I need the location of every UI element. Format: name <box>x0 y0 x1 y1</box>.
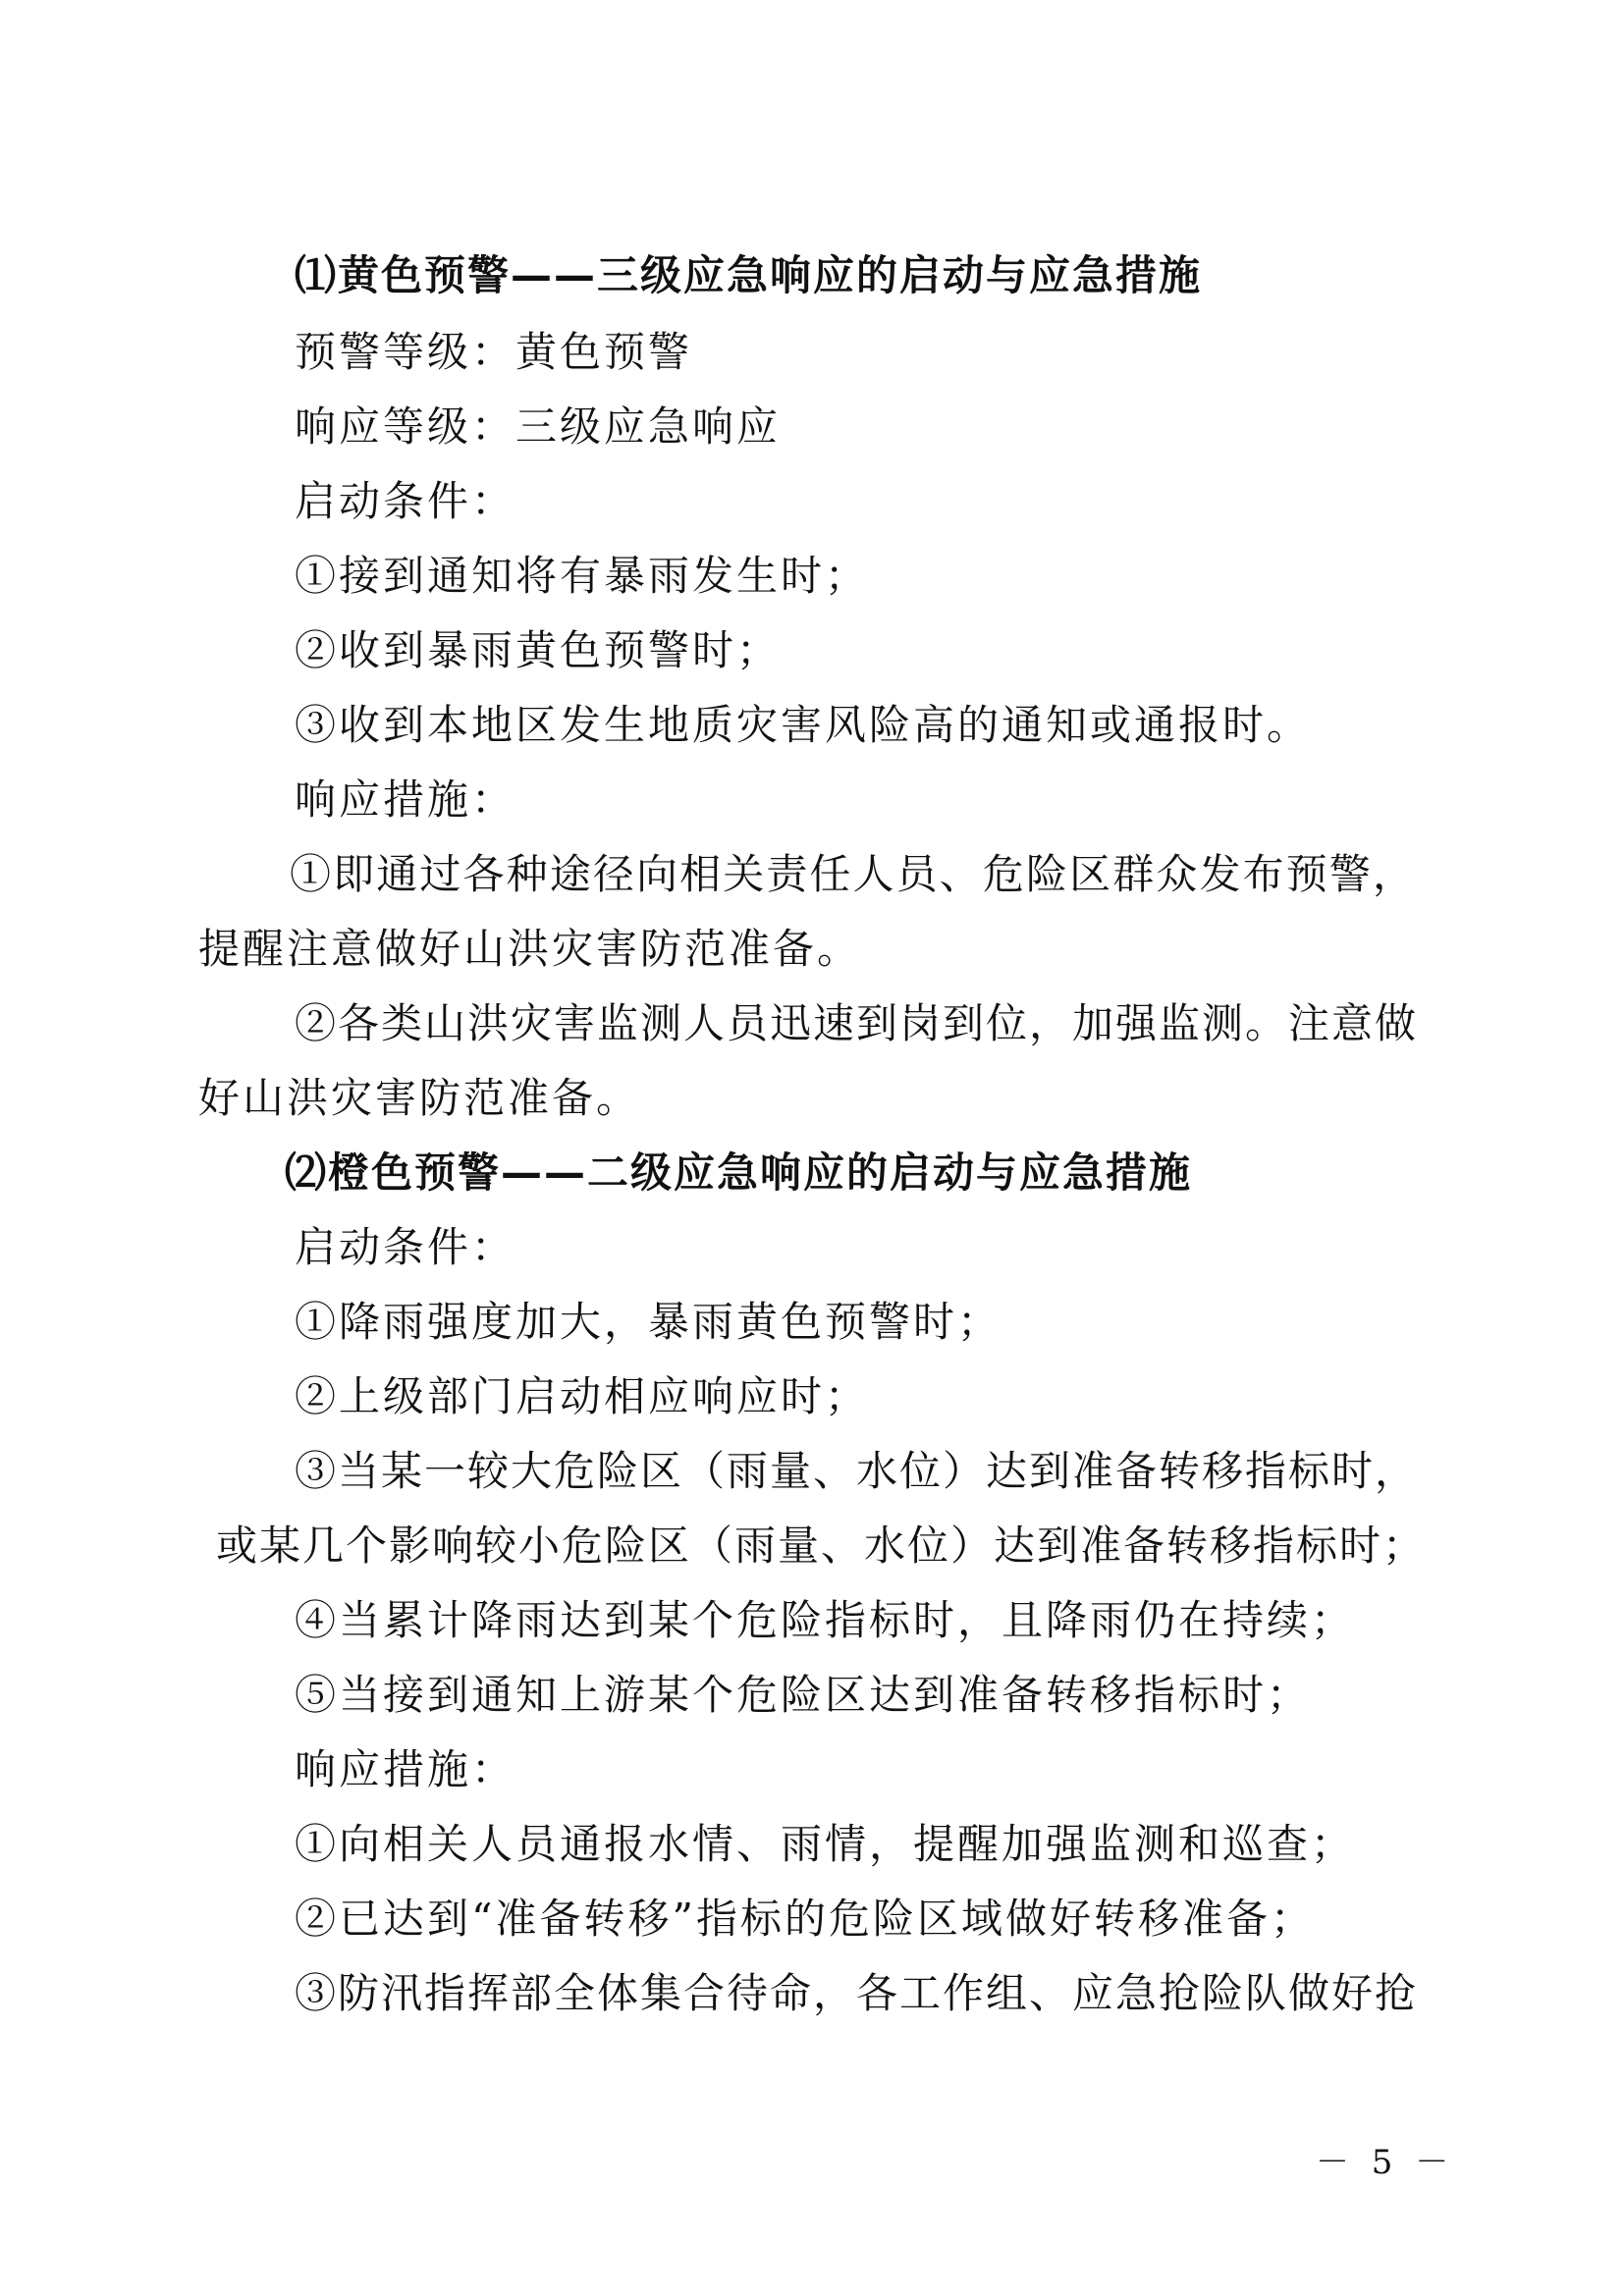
section1-measure-1-line-2: 提醒注意做好山洪灾害防范准备。 <box>198 925 862 973</box>
section1-conditions-label: 启动条件： <box>295 477 516 525</box>
section2-measure-1: ①向相关人员通报水情、雨情，提醒加强监测和巡查； <box>295 1820 1356 1868</box>
section1-condition-1: ①接到通知将有暴雨发生时； <box>295 552 870 600</box>
response-level: 响应等级：三级应急响应 <box>295 402 782 451</box>
section1-condition-2: ②收到暴雨黄色预警时； <box>295 626 782 674</box>
section1-heading: ⑴黄色预警——三级应急响应的启动与应急措施 <box>295 251 1203 299</box>
section2-condition-4: ④当累计降雨达到某个危险指标时，且降雨仍在持续； <box>295 1596 1356 1644</box>
section2-conditions-label: 启动条件： <box>295 1223 516 1271</box>
section2-condition-2: ②上级部门启动相应响应时； <box>295 1372 870 1420</box>
section2-heading: ⑵橙色预警——二级应急响应的启动与应急措施 <box>285 1148 1193 1197</box>
section1-measure-2-line-2: 好山洪灾害防范准备。 <box>198 1074 641 1122</box>
section1-measure-2-line-1: ②各类山洪灾害监测人员迅速到岗到位，加强监测。注意做 <box>295 999 1419 1047</box>
section2-measure-2: ②已达到“准备转移”指标的危险区域做好转移准备； <box>295 1895 1315 1943</box>
page-number: － 5 － <box>1316 2143 1455 2182</box>
section2-measure-3: ③防汛指挥部全体集合待命，各工作组、应急抢险队做好抢 <box>295 1969 1419 2017</box>
section1-measures-label: 响应措施： <box>295 775 516 824</box>
section2-condition-1: ①降雨强度加大，暴雨黄色预警时； <box>295 1298 1002 1346</box>
section1-condition-3: ③收到本地区发生地质灾害风险高的通知或通报时。 <box>295 701 1312 749</box>
section2-condition-3-line-2: 或某几个影响较小危险区（雨量、水位）达到准备转移指标时； <box>216 1522 1427 1570</box>
section1-measure-1-line-1: ①即通过各种途径向相关责任人员、危险区群众发布预警， <box>290 850 1416 898</box>
section2-measures-label: 响应措施： <box>295 1745 516 1793</box>
section2-condition-5: ⑤当接到通知上游某个危险区达到准备转移指标时； <box>295 1671 1312 1719</box>
section2-condition-3-line-1: ③当某一较大危险区（雨量、水位）达到准备转移指标时， <box>295 1447 1419 1495</box>
warning-level: 预警等级：黄色预警 <box>295 328 693 376</box>
